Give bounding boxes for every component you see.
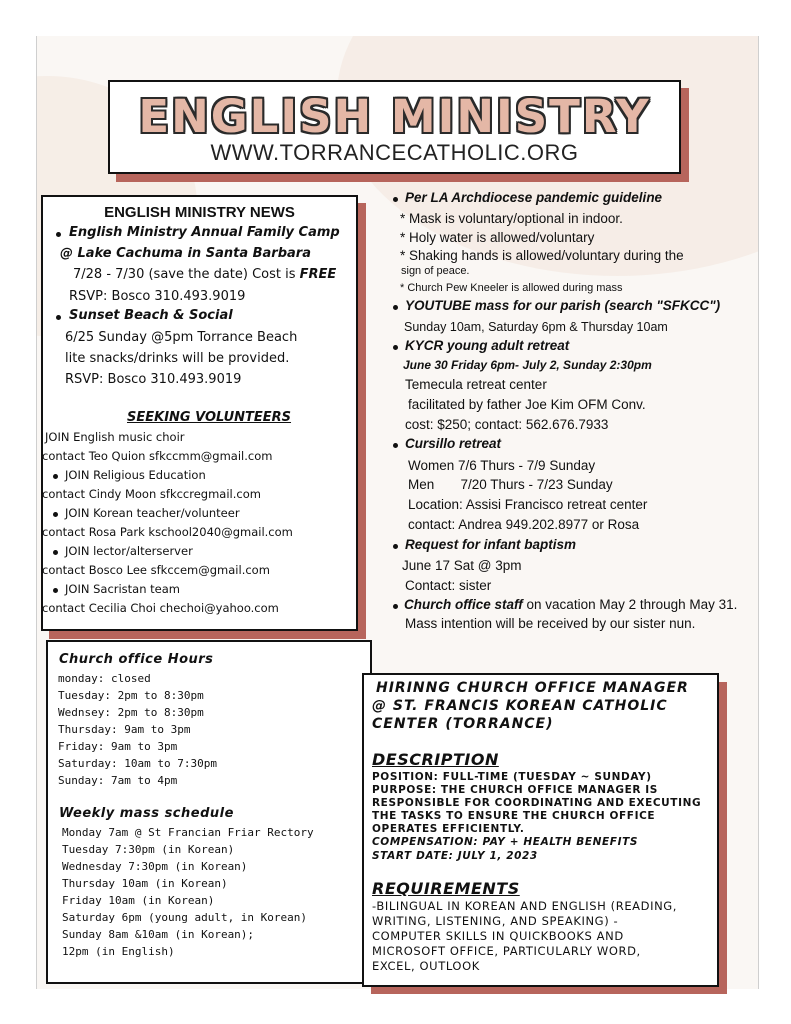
volunteer-contact: contact Rosa Park kschool2040@gmail.com [42, 525, 293, 539]
bullet [393, 345, 398, 350]
kycr-dates: June 30 Friday 6pm- July 2, Sunday 2:30pm [403, 358, 652, 372]
job-req-line: -BILINGUAL IN KOREAN AND ENGLISH (READING, [372, 899, 678, 913]
volunteer-contact: contact Teo Quion sfkccmm@gmail.com [42, 449, 273, 463]
office-staff-note: Mass intention will be received by our sister nun. [405, 616, 696, 631]
office-hours-item: Tuesday: 2pm to 8:30pm [58, 689, 204, 702]
pandemic-item: * Church Pew Kneeler is allowed during mass [400, 282, 623, 294]
job-desc-line: RESPONSIBLE FOR COORDINATING AND EXECUTING [372, 797, 702, 809]
bullet [53, 474, 58, 479]
website-url[interactable]: WWW.TORRANCECATHOLIC.ORG [210, 140, 579, 165]
pandemic-item: * Shaking hands is allowed/voluntary during the [400, 248, 684, 263]
camp-title: English Ministry Annual Family Camp [69, 225, 340, 240]
volunteer-contact: contact Bosco Lee sfkccem@gmail.com [42, 563, 270, 577]
kycr-detail: facilitated by father Joe Kim OFM Conv. [408, 397, 646, 412]
kycr-detail: Temecula retreat center [405, 377, 547, 392]
volunteers-heading: SEEKING VOLUNTEERS [127, 410, 292, 425]
camp-location: @ Lake Cachuma in Santa Barbara [60, 246, 311, 261]
bullet [53, 588, 58, 593]
volunteer-item: JOIN English music choir [45, 430, 185, 444]
volunteer-contact: contact Cecilia Choi chechoi@yahoo.com [42, 601, 279, 615]
volunteer-item: JOIN Religious Education [65, 468, 206, 482]
cursillo-detail: Men 7/20 Thurs - 7/23 Sunday [408, 477, 613, 492]
office-hours-item: Saturday: 10am to 7:30pm [58, 757, 217, 770]
job-title: @ ST. FRANCIS KOREAN CATHOLIC [372, 698, 668, 714]
mass-schedule-title: Weekly mass schedule [59, 806, 234, 821]
office-hours-title: Church office Hours [59, 652, 214, 667]
job-req-line: EXCEL, OUTLOOK [372, 959, 480, 973]
cursillo-detail: Location: Assisi Francisco retreat center [408, 497, 648, 512]
office-hours-item: Thursday: 9am to 3pm [58, 723, 191, 736]
kycr-title: KYCR young adult retreat [405, 338, 570, 353]
job-desc-line: PURPOSE: THE CHURCH OFFICE MANAGER IS [372, 784, 658, 796]
volunteer-item: JOIN lector/alterserver [65, 544, 193, 558]
job-desc-line: THE TASKS TO ENSURE THE CHURCH OFFICE [372, 810, 656, 822]
mass-item: Thursday 10am (in Korean) [62, 877, 228, 890]
office-hours-item: Sunday: 7am to 4pm [58, 774, 178, 787]
bullet [393, 544, 398, 549]
news-title: ENGLISH MINISTRY NEWS [104, 204, 295, 221]
sunset-details: lite snacks/drinks will be provided. [65, 351, 290, 366]
volunteer-contact: contact Cindy Moon sfkccregmail.com [42, 487, 261, 501]
bullet [393, 443, 398, 448]
job-title: CENTER (TORRANCE) [372, 716, 554, 732]
job-title: HIRINNG CHURCH OFFICE MANAGER [376, 680, 689, 696]
hours-box [46, 640, 372, 984]
page-title: ENGLISH MINISTRY [138, 90, 651, 143]
bullet [393, 604, 398, 609]
sunset-rsvp: RSVP: Bosco 310.493.9019 [65, 372, 242, 387]
job-desc-line: OPERATES EFFICIENTLY. [372, 823, 525, 835]
description-heading: DESCRIPTION [372, 750, 499, 769]
sunset-details: 6/25 Sunday @5pm Torrance Beach [65, 330, 298, 345]
job-req-line: MICROSOFT OFFICE, PARTICULARLY WORD, [372, 944, 641, 958]
camp-dates: 7/28 - 7/30 (save the date) Cost is FREE [73, 267, 337, 282]
cursillo-detail: Women 7/6 Thurs - 7/9 Sunday [408, 458, 596, 473]
mass-item: Wednesday 7:30pm (in Korean) [62, 860, 248, 873]
kycr-detail: cost: $250; contact: 562.676.7933 [405, 417, 609, 432]
job-req-line: COMPUTER SKILLS IN QUICKBOOKS AND [372, 929, 624, 943]
job-desc-line: POSITION: FULL-TIME (TUESDAY ~ SUNDAY) [372, 771, 652, 783]
pandemic-item: sign of peace. [401, 265, 470, 277]
job-req-line: WRITING, LISTENING, AND SPEAKING) - [372, 914, 619, 928]
job-start-date: START DATE: JULY 1, 2023 [372, 850, 538, 862]
volunteer-item: JOIN Sacristan team [65, 582, 181, 596]
office-hours-item: monday: closed [58, 672, 151, 685]
baptism-detail: Contact: sister [405, 578, 492, 593]
requirements-heading: REQUIREMENTS [372, 879, 520, 898]
office-hours-item: Wednsey: 2pm to 8:30pm [58, 706, 204, 719]
bullet [53, 550, 58, 555]
mass-item: Saturday 6pm (young adult, in Korean) [62, 911, 308, 924]
bullet [56, 232, 61, 237]
bullet [56, 315, 61, 320]
mass-item: Monday 7am @ St Francian Friar Rectory [62, 826, 314, 839]
bullet [393, 197, 398, 202]
sunset-title: Sunset Beach & Social [69, 308, 233, 323]
camp-rsvp: RSVP: Bosco 310.493.9019 [69, 289, 246, 304]
baptism-title: Request for infant baptism [405, 537, 577, 552]
mass-item: 12pm (in English) [62, 945, 175, 958]
pandemic-item: * Holy water is allowed/voluntary [400, 230, 595, 245]
mass-item: Sunday 8am &10am (in Korean); [62, 928, 255, 941]
cursillo-title: Cursillo retreat [405, 436, 502, 451]
bullet [393, 305, 398, 310]
news-box [41, 195, 358, 631]
pandemic-title: Per LA Archdiocese pandemic guideline [405, 190, 663, 205]
pandemic-item: * Mask is voluntary/optional in indoor. [400, 211, 623, 226]
cursillo-detail: contact: Andrea 949.202.8977 or Rosa [408, 517, 640, 532]
mass-item: Friday 10am (in Korean) [62, 894, 215, 907]
job-posting-box [362, 673, 719, 987]
job-compensation: COMPENSATION: PAY + HEALTH BENEFITS [372, 836, 639, 848]
bullet [53, 512, 58, 517]
mass-item: Tuesday 7:30pm (in Korean) [62, 843, 235, 856]
baptism-detail: June 17 Sat @ 3pm [402, 558, 522, 573]
office-staff-note: Church office staff on vacation May 2 through May 31. [404, 597, 738, 612]
youtube-title: YOUTUBE mass for our parish (search "SFKCC") [405, 298, 721, 313]
office-hours-item: Friday: 9am to 3pm [58, 740, 178, 753]
header-box [108, 80, 681, 174]
youtube-times: Sunday 10am, Saturday 6pm & Thursday 10am [404, 320, 668, 334]
volunteer-item: JOIN Korean teacher/volunteer [65, 506, 240, 520]
